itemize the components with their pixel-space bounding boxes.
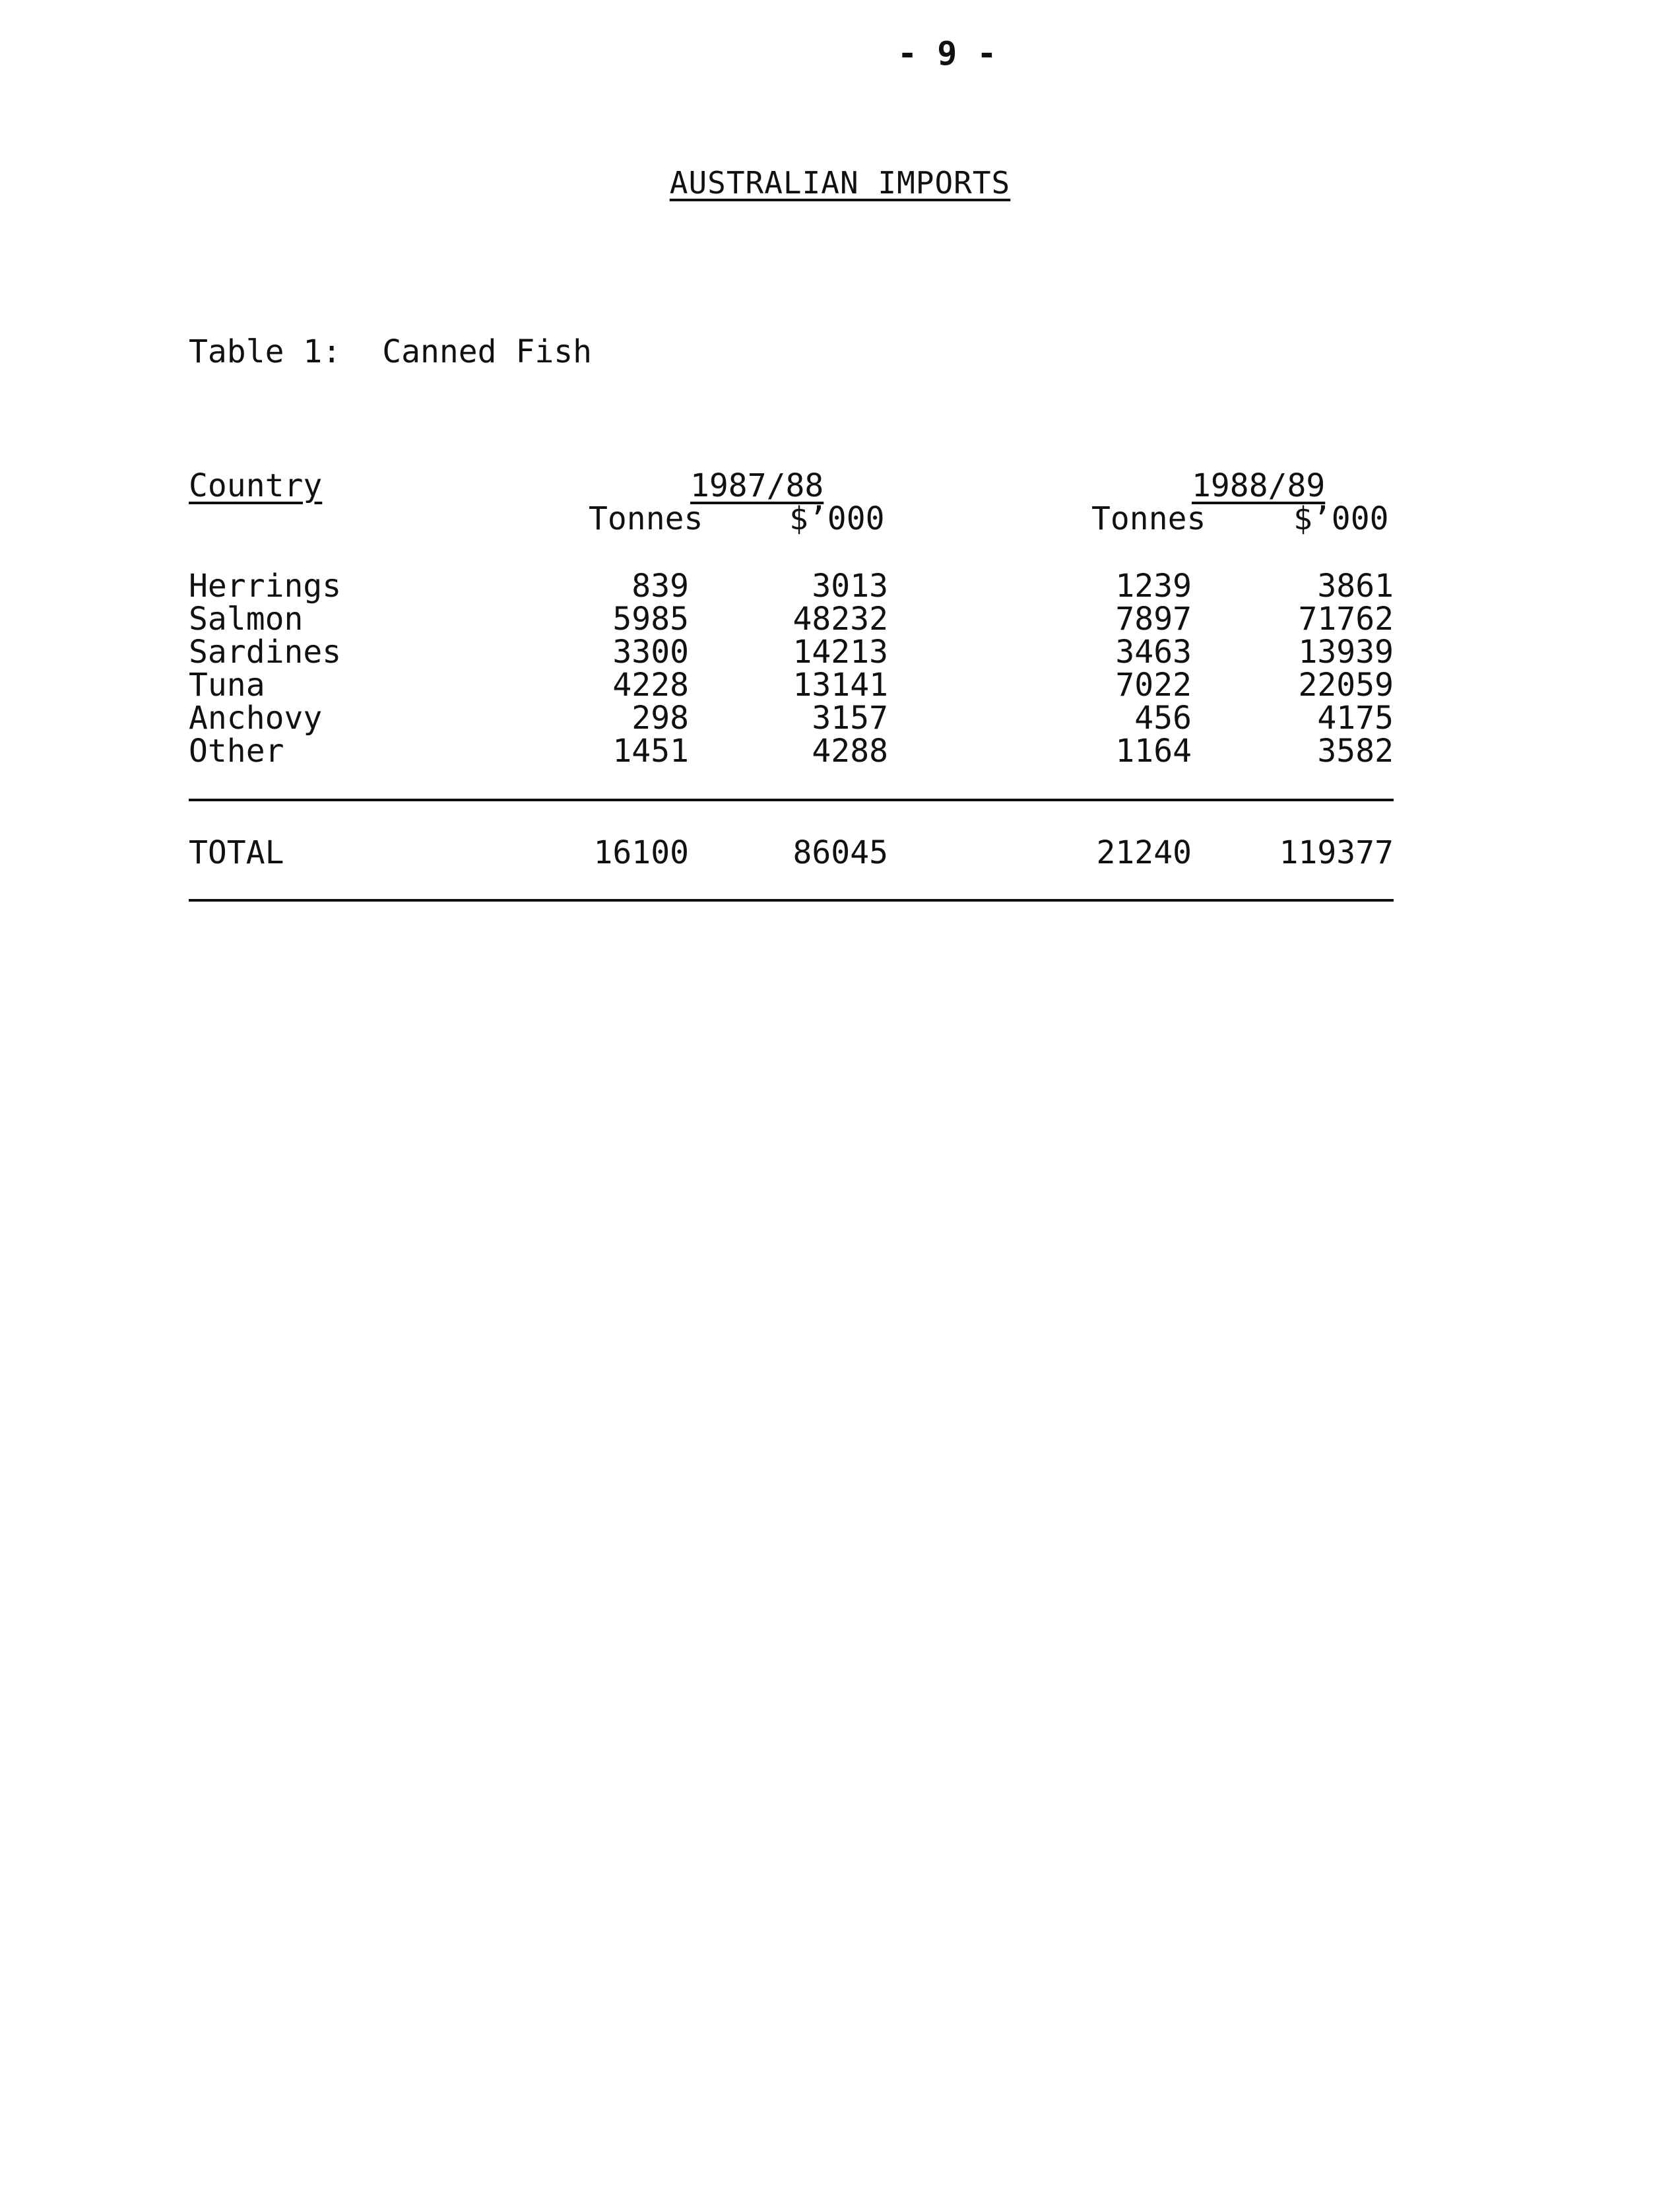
row-value-1987-88: 14213 — [792, 634, 888, 671]
row-tonnes-1987-88: 4228 — [612, 667, 689, 704]
row-tonnes-1987-88: 5985 — [612, 601, 689, 638]
total-tonnes-1987-88: 16100 — [593, 834, 689, 871]
row-value-1988-89: 4175 — [1317, 700, 1394, 737]
year-header-1987-88: 1987/88 — [690, 467, 824, 504]
page-number: - 9 - — [897, 34, 997, 73]
row-tonnes-1988-89: 7022 — [1115, 667, 1192, 704]
row-country: Tuna — [189, 667, 265, 704]
row-value-1987-88: 4288 — [812, 733, 888, 770]
total-top-rule — [189, 799, 1394, 801]
row-value-1988-89: 13939 — [1298, 634, 1394, 671]
row-tonnes-1988-89: 456 — [1134, 700, 1192, 737]
total-value-1988-89: 119377 — [1279, 834, 1394, 871]
table-caption — [189, 333, 592, 370]
row-value-1988-89: 71762 — [1298, 601, 1394, 638]
row-tonnes-1988-89: 1239 — [1115, 568, 1192, 605]
country-header: Country — [189, 467, 323, 504]
row-country: Salmon — [189, 601, 304, 638]
value-header-1987-88: $’000 — [789, 500, 885, 537]
row-country: Other — [189, 733, 284, 770]
row-tonnes-1987-88: 1451 — [612, 733, 689, 770]
value-header-1988-89: $’000 — [1293, 500, 1389, 537]
row-country: Sardines — [189, 634, 342, 671]
row-value-1988-89: 3861 — [1317, 568, 1394, 605]
total-tonnes-1988-89: 21240 — [1096, 834, 1192, 871]
row-tonnes-1988-89: 7897 — [1115, 601, 1192, 638]
total-value-1987-88: 86045 — [792, 834, 888, 871]
row-country: Herrings — [189, 568, 342, 605]
table-name: Canned Fish — [382, 333, 593, 370]
tonnes-header-1987-88: Tonnes — [589, 500, 703, 537]
total-label: TOTAL — [189, 834, 284, 871]
document-title: AUSTRALIAN IMPORTS — [669, 165, 1011, 201]
row-value-1987-88: 13141 — [792, 667, 888, 704]
row-country: Anchovy — [189, 700, 323, 737]
row-tonnes-1987-88: 3300 — [612, 634, 689, 671]
year-header-1988-89: 1988/89 — [1192, 467, 1326, 504]
row-value-1987-88: 3013 — [812, 568, 888, 605]
row-tonnes-1988-89: 3463 — [1115, 634, 1192, 671]
total-bottom-rule — [189, 899, 1394, 902]
tonnes-header-1988-89: Tonnes — [1091, 500, 1206, 537]
row-tonnes-1988-89: 1164 — [1115, 733, 1192, 770]
row-value-1987-88: 48232 — [792, 601, 888, 638]
row-value-1988-89: 22059 — [1298, 667, 1394, 704]
row-tonnes-1987-88: 839 — [631, 568, 689, 605]
row-value-1988-89: 3582 — [1317, 733, 1394, 770]
table-label: Table 1: — [189, 333, 342, 370]
row-value-1987-88: 3157 — [812, 700, 888, 737]
row-tonnes-1987-88: 298 — [631, 700, 689, 737]
